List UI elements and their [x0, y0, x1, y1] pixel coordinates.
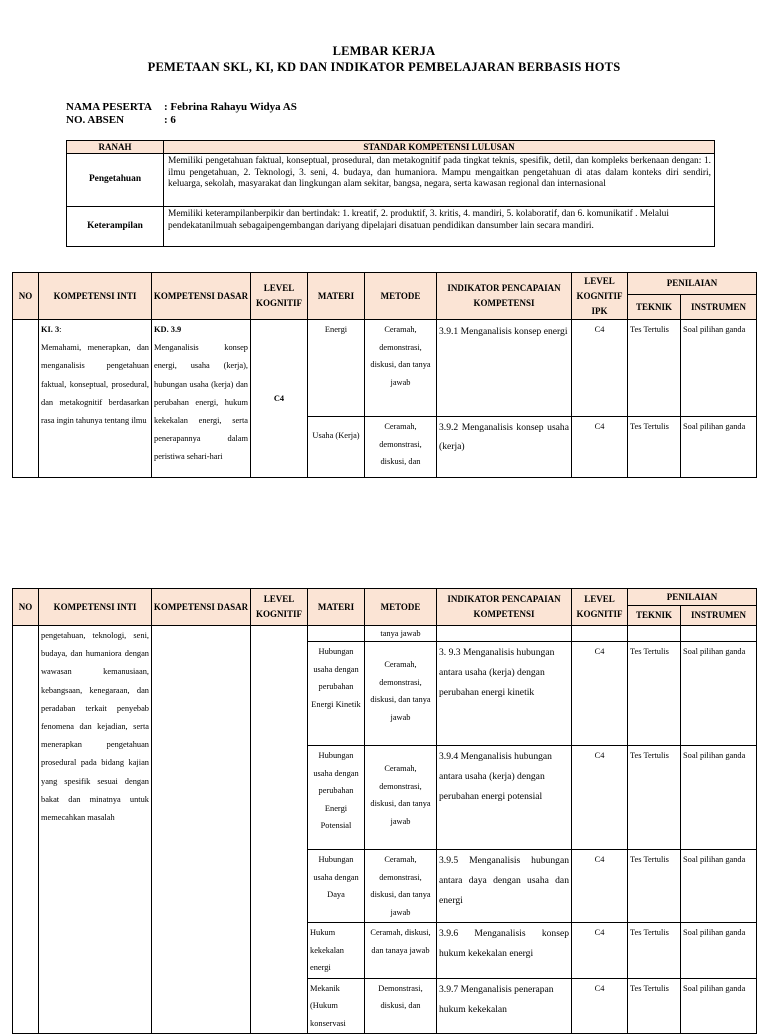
instrumen-cell: Soal pilihan ganda — [681, 746, 757, 850]
materi-cell: Usaha (Kerja) — [308, 417, 365, 478]
skl-ranah-keterampilan: Keterampilan — [67, 207, 164, 247]
indikator-cell: 3.9.6 Menganalisis konsep hukum kekekalan energi — [437, 923, 572, 979]
participant-name-label: NAMA PESERTA — [66, 101, 152, 113]
instrumen-cell — [681, 626, 757, 642]
skl-row-keterampilan — [67, 207, 715, 247]
table-row — [13, 320, 757, 417]
skl-header-skl: STANDAR KOMPETENSI LULUSAN — [164, 141, 715, 154]
skl-text-pengetahuan: Memiliki pengetahuan faktual, konseptual, prosedural, dan metakognitif pada tingkat teknis, spesifik, detil, dan kompleks berkenaan dengan: 1. ilmu pengetahuan, 2. Teknologi, 3. seni, 4. budaya, dan humaniora. Mampu mengaitkan pengetahuan di atas dalam konteks diri sendiri, keluarga, sekolah, masyarakat dan lingkungan alam sekitar, bangsa, negara, serta kawasan regional dan internasional — [164, 154, 715, 207]
metode-cell: Ceramah, demonstrasi, diskusi, dan tanya jawab — [365, 746, 437, 850]
metode-cell: Ceramah, demonstrasi, diskusi, dan tanya jawab — [365, 850, 437, 923]
teknik-cell: Tes Tertulis — [628, 642, 681, 746]
header-kompetensi-inti: KOMPETENSI INTI — [39, 273, 152, 320]
metode-cell: Ceramah, demonstrasi, diskusi, dan tanya jawab — [365, 642, 437, 746]
skl-header-ranah: RANAH — [67, 141, 164, 154]
materi-cell: Hukum kekekalan energi — [308, 923, 365, 979]
header-indikator: INDIKATOR PENCAPAIAN KOMPETENSI — [437, 589, 572, 626]
header-instrumen: INSTRUMEN — [681, 606, 757, 626]
kompetensi-inti-cell: pengetahuan, teknologi, seni, budaya, dan humaniora dengan wawasan kemanusiaan, kebangsaan, kenegaraan, dan peradaban terkait penyebab fenomena dan kejadian, serta menerapkan pengetahuan prosedural pada bidang kajian yang spesifik sesuai dengan bakat dan minatnya untuk memecahkan masalah — [39, 626, 152, 1034]
teknik-cell: Tes Tertulis — [628, 417, 681, 478]
kd-label: KD. 3.9 — [154, 325, 182, 334]
header-metode: METODE — [365, 273, 437, 320]
indikator-cell: 3. 9.3 Menganalisis hubungan antara usaha (kerja) dengan perubahan energi kinetik — [437, 642, 572, 746]
ki-text: : Memahami, menerapkan, dan menganalisis pengetahuan faktual, konseptual, prosedural, dan metakognitif berdasarkan rasa ingin tahunya tentang ilmu — [41, 325, 149, 426]
mapping-table-page-2 — [12, 588, 757, 1034]
header-penilaian: PENILAIAN — [628, 273, 757, 295]
materi-cell: Mekanik (Hukum konservasi — [308, 978, 365, 1034]
header-materi: MATERI — [308, 589, 365, 626]
instrumen-cell: Soal pilihan ganda — [681, 320, 757, 417]
document-title: LEMBAR KERJA — [332, 44, 436, 58]
header-indikator: INDIKATOR PENCAPAIAN KOMPETENSI — [437, 273, 572, 320]
materi-cell: Hubungan usaha dengan perubahan Energi Kinetik — [308, 642, 365, 746]
header-teknik: TEKNIK — [628, 295, 681, 320]
header-level-kognitif-2: LEVEL KOGNITIF — [572, 589, 628, 626]
kompetensi-dasar-cell — [152, 626, 251, 1034]
instrumen-cell: Soal pilihan ganda — [681, 417, 757, 478]
instrumen-cell: Soal pilihan ganda — [681, 850, 757, 923]
instrumen-cell: Soal pilihan ganda — [681, 923, 757, 979]
kompetensi-dasar-cell — [152, 320, 251, 478]
header-penilaian: PENILAIAN — [628, 589, 757, 606]
kd-text: Menganalisis konsep energi, usaha (kerja), hubungan usaha (kerja) dan perubahan energi, hukum kekekalan energi, serta penerapannya dalam peristiwa sehari-hari — [154, 343, 248, 462]
header-no: NO — [13, 589, 39, 626]
skl-ranah-pengetahuan: Pengetahuan — [67, 154, 164, 207]
level-cell: C4 — [572, 642, 628, 746]
level-cell: C4 — [572, 320, 628, 417]
kompetensi-inti-cell — [39, 320, 152, 478]
materi-cell: Hubungan usaha dengan perubahan Energi Potensial — [308, 746, 365, 850]
indikator-cell: 3.9.2 Menganalisis konsep usaha (kerja) — [437, 417, 572, 478]
indikator-cell: 3.9.1 Menganalisis konsep energi — [437, 320, 572, 417]
level-cell: C4 — [572, 417, 628, 478]
table-row — [13, 626, 757, 642]
indikator-cell — [437, 626, 572, 642]
mapping-table-page-1 — [12, 272, 757, 478]
kd-level-cell — [251, 626, 308, 1034]
row-number-cell — [13, 320, 39, 478]
teknik-cell: Tes Tertulis — [628, 923, 681, 979]
document-subtitle: PEMETAAN SKL, KI, KD DAN INDIKATOR PEMBELAJARAN BERBASIS HOTS — [147, 60, 621, 74]
indikator-cell: 3.9.4 Menganalisis hubungan antara usaha (kerja) dengan perubahan energi potensial — [437, 746, 572, 850]
materi-cell: Hubungan usaha dengan Daya — [308, 850, 365, 923]
metode-cell: tanya jawab — [365, 626, 437, 642]
metode-cell: Ceramah, demonstrasi, diskusi, dan — [365, 417, 437, 478]
skl-row-pengetahuan — [67, 154, 715, 207]
metode-cell: Ceramah, diskusi, dan tanaya jawab — [365, 923, 437, 979]
participant-absen-value: : 6 — [164, 114, 176, 126]
teknik-cell: Tes Tertulis — [628, 978, 681, 1034]
header-kompetensi-inti: KOMPETENSI INTI — [39, 589, 152, 626]
participant-name-value: : Febrina Rahayu Widya AS — [164, 101, 297, 113]
teknik-cell: Tes Tertulis — [628, 850, 681, 923]
metode-cell: Demonstrasi, diskusi, dan — [365, 978, 437, 1034]
level-cell — [572, 626, 628, 642]
skl-text-keterampilan: Memiliki keterampilanberpikir dan bertindak: 1. kreatif, 2. produktif, 3. kritis, 4. mandiri, 5. kolaboratif, dan 6. komunikatif . Melalui pendekatanilmuah sebagaipengembangan dariyang dipelajari disatuan pendidikan dansumber lain secara mandiri. — [164, 207, 715, 247]
indikator-cell: 3.9.7 Menganalisis penerapan hukum kekekalan — [437, 978, 572, 1034]
kd-level-cell: C4 — [251, 320, 308, 478]
header-kompetensi-dasar: KOMPETENSI DASAR — [152, 273, 251, 320]
teknik-cell: Tes Tertulis — [628, 320, 681, 417]
header-level-kognitif-ipk: LEVEL KOGNITIF IPK — [572, 273, 628, 320]
level-cell: C4 — [572, 923, 628, 979]
ki-label: KI. 3 — [41, 325, 60, 334]
indikator-cell: 3.9.5 Menganalisis hubungan antara daya dengan usaha dan energi — [437, 850, 572, 923]
teknik-cell: Tes Tertulis — [628, 746, 681, 850]
skl-table — [66, 140, 715, 247]
header-materi: MATERI — [308, 273, 365, 320]
header-level-kognitif: LEVEL KOGNITIF — [251, 589, 308, 626]
header-teknik: TEKNIK — [628, 606, 681, 626]
instrumen-cell: Soal pilihan ganda — [681, 642, 757, 746]
materi-cell: Energi — [308, 320, 365, 417]
header-no: NO — [13, 273, 39, 320]
teknik-cell — [628, 626, 681, 642]
metode-cell: Ceramah, demonstrasi, diskusi, dan tanya jawab — [365, 320, 437, 417]
materi-cell — [308, 626, 365, 642]
level-cell: C4 — [572, 850, 628, 923]
header-kompetensi-dasar: KOMPETENSI DASAR — [152, 589, 251, 626]
row-number-cell — [13, 626, 39, 1034]
participant-absen-label: NO. ABSEN — [66, 114, 125, 126]
header-metode: METODE — [365, 589, 437, 626]
instrumen-cell: Soal pilihan ganda — [681, 978, 757, 1034]
level-cell: C4 — [572, 978, 628, 1034]
header-instrumen: INSTRUMEN — [681, 295, 757, 320]
header-level-kognitif: LEVEL KOGNITIF — [251, 273, 308, 320]
level-cell: C4 — [572, 746, 628, 850]
